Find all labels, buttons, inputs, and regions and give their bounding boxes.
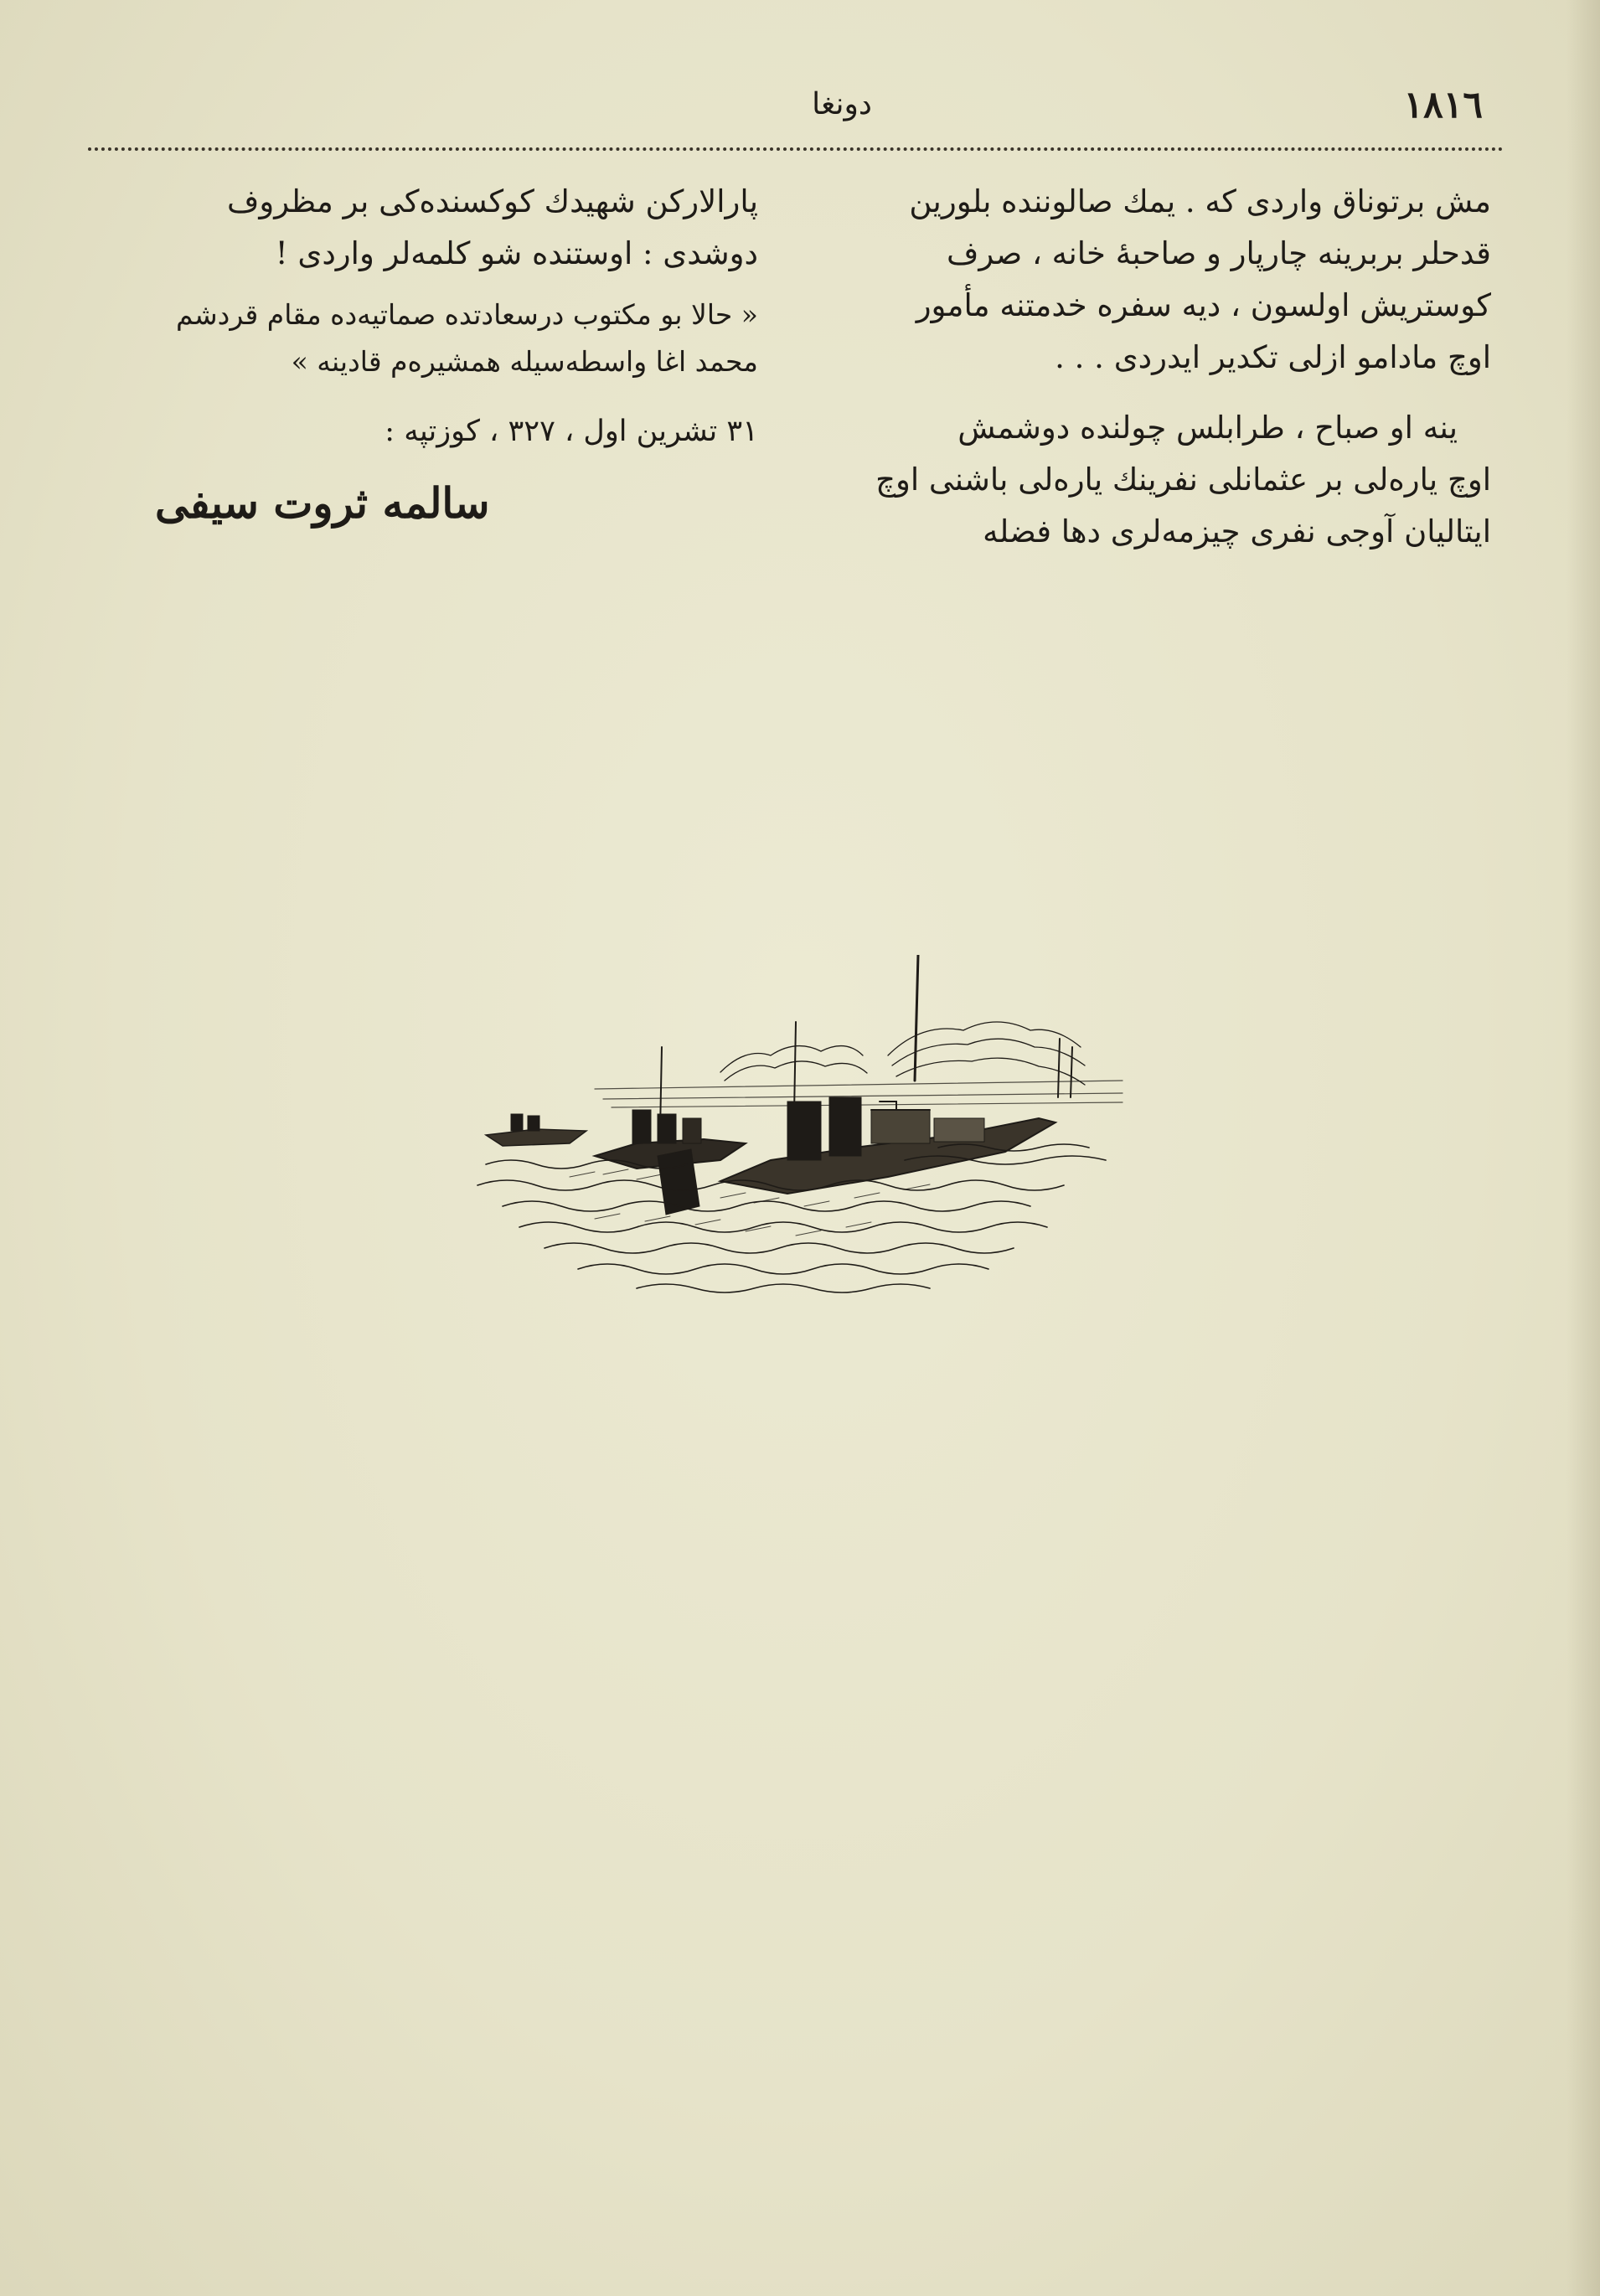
date-line: ٣١ تشرین اول ، ٣٢٧ ، کوزتپه : xyxy=(385,415,758,448)
author-signature: سالمه ثروت سیفی xyxy=(155,478,490,528)
text-line: کوستریش اولسون ، دیه سفره خدمتنه مأمور xyxy=(916,287,1491,323)
text-line: دوشدی : اوستنده شو کلمه‌لر واردی ! xyxy=(275,235,758,271)
paragraph xyxy=(821,176,1491,384)
text-line: « حالا بو مکتوب درسعادتده صماتیه‌ده مقام قردشم xyxy=(176,298,758,331)
paragraph xyxy=(821,402,1491,558)
text-line: قدحلر بربرینه چارپار و صاحبهٔ خانه ، صرف xyxy=(947,235,1491,271)
running-title: دونغا xyxy=(812,87,872,121)
text-line: محمد اغا واسطه‌سیله همشیره‌م قادینه » xyxy=(291,345,758,378)
page-number: ١٨١٦ xyxy=(1403,84,1483,126)
text-line: پارالارکن شهیدك کوکسنده‌کی بر مظروف xyxy=(227,183,758,219)
text-line: مش برتوناق واردی که . یمك صالوننده بلورین xyxy=(909,183,1491,219)
text-line: ایتالیان آوجی نفری چیزمه‌لری دها فضله xyxy=(983,513,1491,549)
header-dotted-rule xyxy=(88,147,1504,151)
text-column-left xyxy=(105,176,758,529)
page-spine-shadow xyxy=(1566,0,1600,2296)
text-line: اوچ مادامو ازلی تکدیر ایدردی . . . xyxy=(1055,339,1491,375)
page-header xyxy=(88,84,1504,142)
text-line: اوچ یاره‌لی بر عثمانلی نفرینك یاره‌لی باشنی اوچ xyxy=(875,462,1491,498)
warships-illustration xyxy=(469,955,1139,1307)
letter-quote xyxy=(105,292,758,385)
text-line: ینه او صباح ، طرابلس چولنده دوشمش xyxy=(957,410,1458,446)
paragraph xyxy=(105,176,758,280)
text-column-right xyxy=(821,176,1491,558)
